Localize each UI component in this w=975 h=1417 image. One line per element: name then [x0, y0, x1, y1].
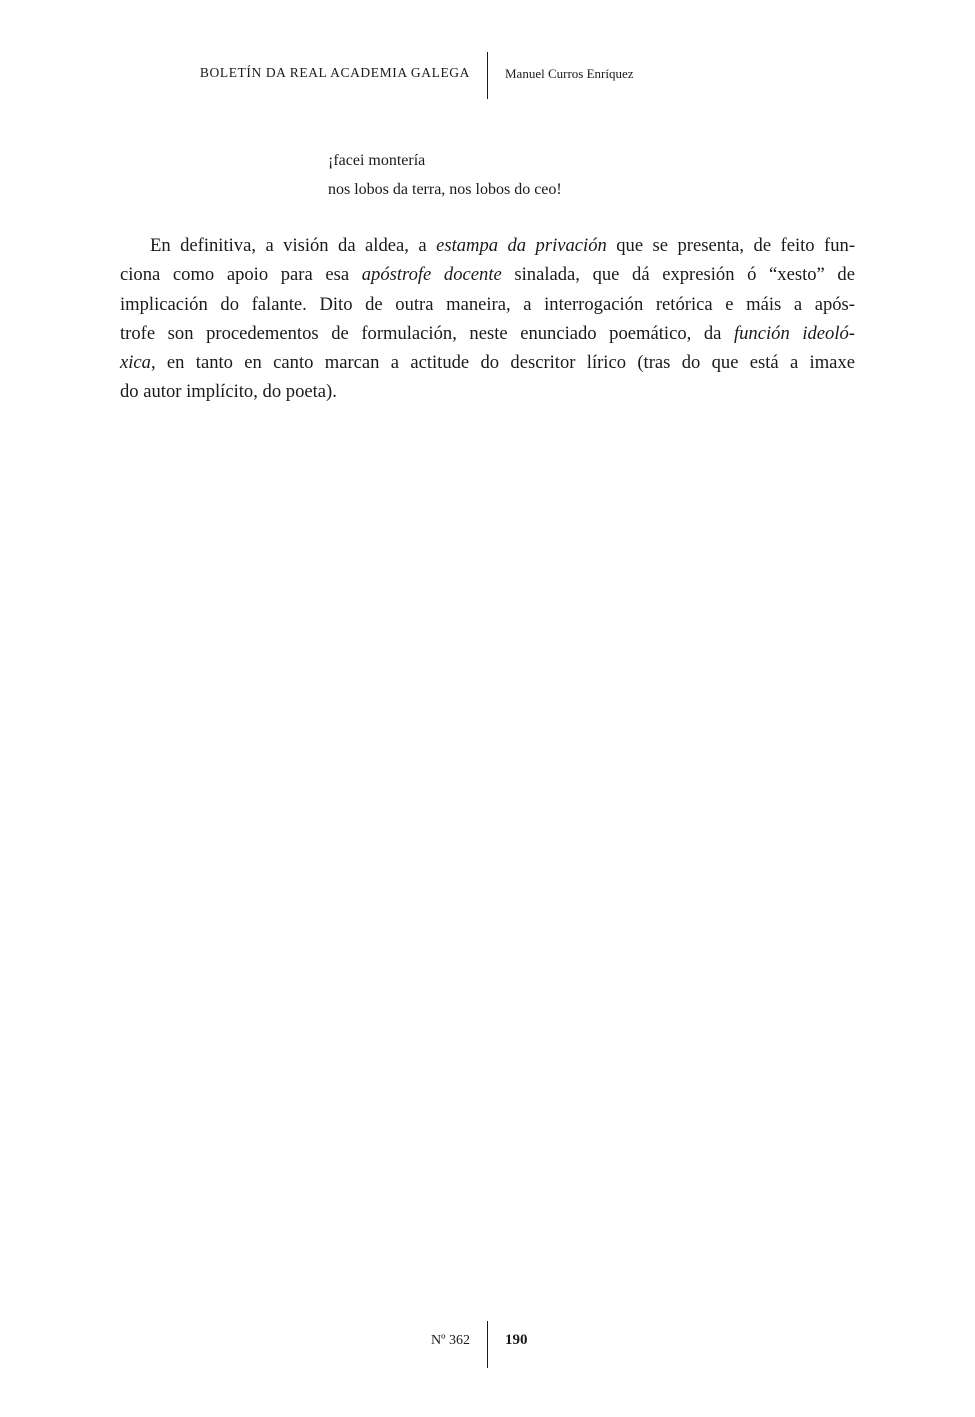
paragraph-line — [120, 290, 855, 319]
italic-phrase: estampa da privación — [436, 235, 607, 256]
italic-phrase: apóstrofe docente — [361, 264, 502, 286]
text-run: do autor implícito, do poeta). — [120, 381, 337, 403]
paragraph-line — [120, 231, 855, 260]
text-run: En definitiva, a visión da aldea, a — [150, 235, 437, 256]
text-run: sinalada, que dá expresión ó “xesto” de — [501, 264, 855, 286]
page-number: 190 — [505, 1332, 528, 1348]
issue-number: Nº 362 — [431, 1333, 470, 1348]
text-run: implicación do falante. Dito de outra maneira, a interrogación retórica e máis a após- — [120, 293, 855, 315]
body-paragraph — [120, 231, 855, 407]
paragraph-line — [120, 260, 855, 289]
text-run: trofe son procedementos de formulación, neste enunciado poemático, da — [120, 322, 734, 344]
italic-phrase: función ideoló- — [733, 322, 855, 344]
article-subject: Manuel Curros Enríquez — [505, 66, 634, 81]
text-run: ciona como apoio para esa — [120, 264, 362, 286]
footer-divider — [487, 1321, 488, 1368]
text-run: que se presenta, de feito fun- — [606, 235, 856, 256]
text-run: , en tanto en canto marcan a actitude do descritor lírico (tras do que está a imaxe — [150, 352, 855, 374]
italic-phrase: xica — [120, 352, 151, 374]
paragraph-line — [120, 377, 855, 406]
journal-title: BOLETÍN DA REAL ACADEMIA GALEGA — [199, 65, 470, 80]
header-divider — [487, 52, 488, 99]
verse-quote — [328, 146, 562, 204]
paragraph-line — [120, 319, 855, 348]
paragraph-line — [120, 348, 855, 377]
verse-line: ¡facei montería — [328, 152, 426, 169]
verse-line: nos lobos da terra, nos lobos do ceo! — [328, 181, 562, 198]
